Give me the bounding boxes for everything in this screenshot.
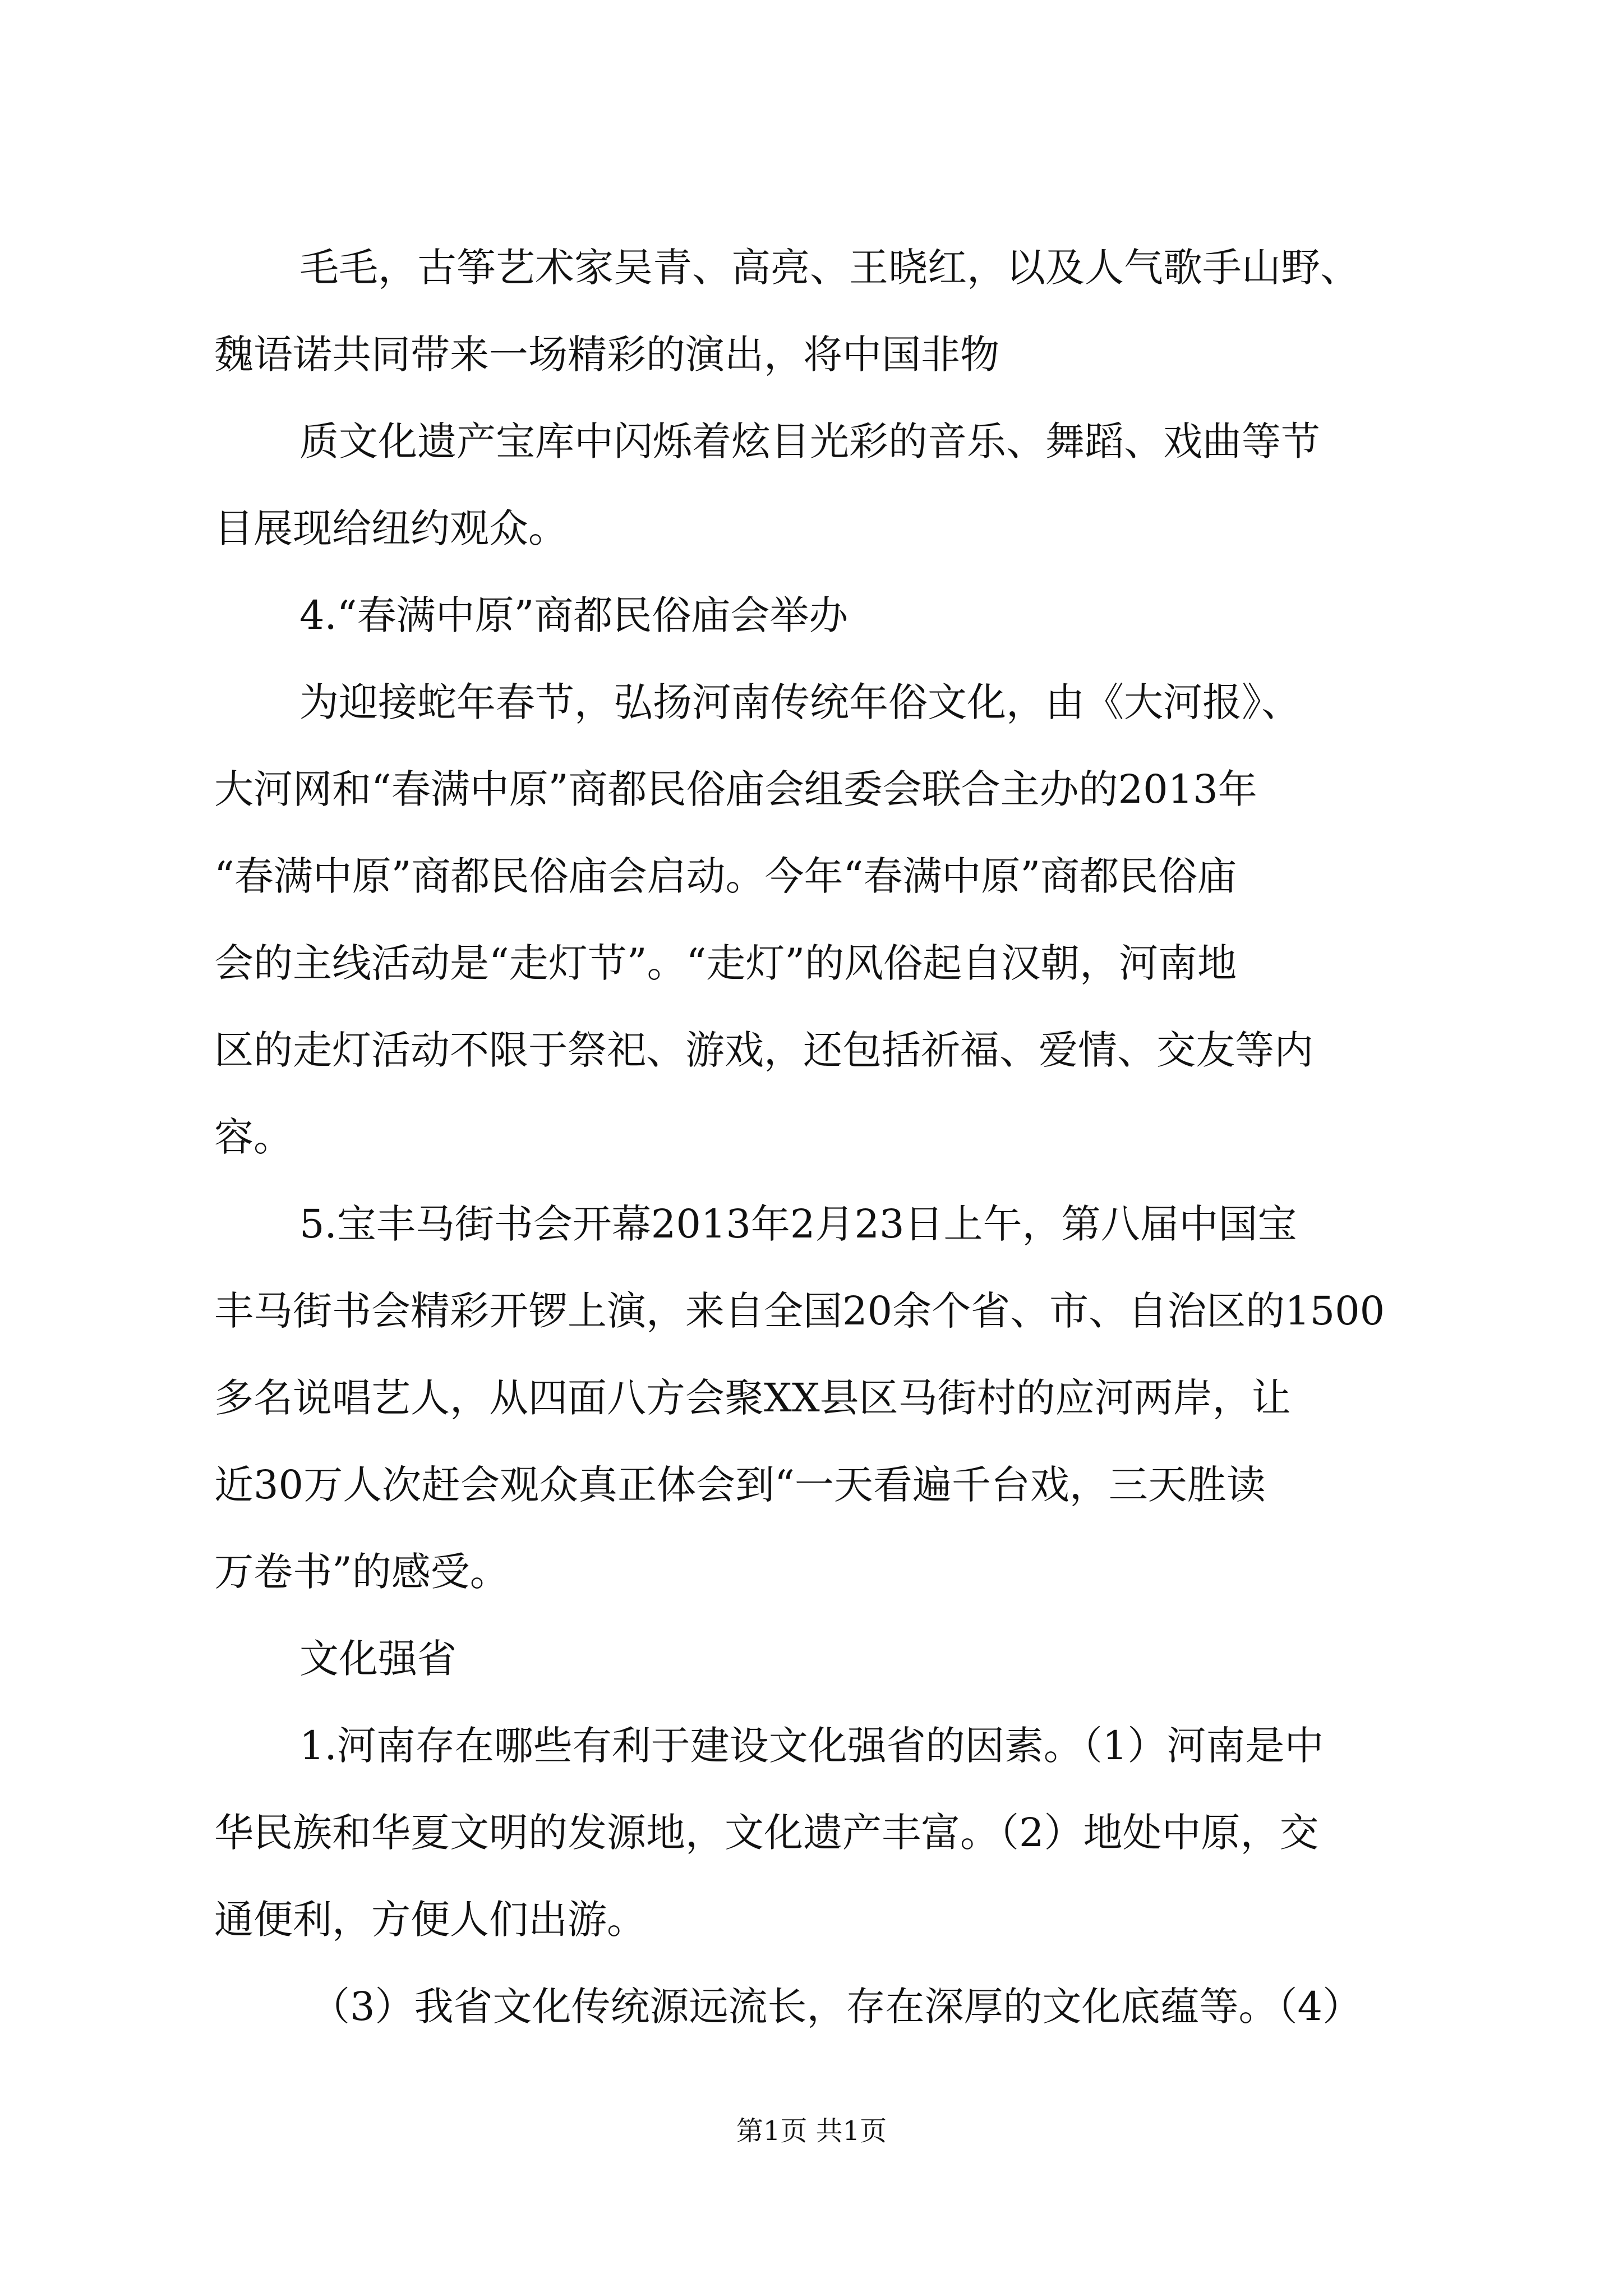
text-line: 目展现给纽约观众。: [214, 505, 568, 551]
text-line: （3）我省文化传统源远流长，存在深厚的文化底蕴等。（4）: [311, 1984, 1362, 2030]
text-line: 会的主线活动是“走灯节”。“走灯”的风俗起自汉朝，河南地: [214, 940, 1237, 986]
text-line: 近30万人次赶会观众真正体会到“一天看遍千台戏，三天胜读: [214, 1462, 1266, 1508]
text-line: 毛毛，古筝艺术家吴青、高亮、王晓红，以及人气歌手山野、: [299, 245, 1359, 291]
text-line: 1.河南存在哪些有利于建设文化强省的因素。（1）河南是中: [299, 1723, 1324, 1769]
text-line: 5.宝丰马街书会开幕2013年2月23日上午，第八届中国宝: [299, 1201, 1297, 1247]
section-heading: 文化强省: [299, 1636, 457, 1682]
text-line: 多名说唱艺人，从四面八方会聚XX县区马街村的应河两岸，让: [214, 1375, 1291, 1421]
text-line: 质文化遗产宝库中闪烁着炫目光彩的音乐、舞蹈、戏曲等节: [299, 418, 1320, 464]
text-line: 华民族和华夏文明的发源地，文化遗产丰富。（2）地处中原，交: [214, 1810, 1319, 1856]
document-body: [214, 224, 1409, 2050]
text-line: 容。: [214, 1114, 293, 1160]
page-footer: 第1页 共1页: [736, 2115, 887, 2147]
text-line: 万卷书”的感受。: [214, 1549, 509, 1595]
text-line: 魏语诺共同带来一场精彩的演出，将中国非物: [214, 332, 999, 378]
text-line: 通便利，方便人们出游。: [214, 1897, 646, 1943]
text-line: 大河网和“春满中原”商都民俗庙会组委会联合主办的2013年: [214, 766, 1257, 812]
text-line: 丰马街书会精彩开锣上演，来自全国20余个省、市、自治区的1500: [214, 1288, 1385, 1334]
text-line: “春满中原”商都民俗庙会启动。今年“春满中原”商都民俗庙: [214, 853, 1237, 899]
text-line: 为迎接蛇年春节，弘扬河南传统年俗文化，由《大河报》、: [299, 679, 1301, 725]
text-line: 区的走灯活动不限于祭祀、游戏，还包括祈福、爱情、交友等内: [214, 1027, 1313, 1073]
section-heading: 4.“春满中原”商都民俗庙会举办: [299, 592, 849, 638]
